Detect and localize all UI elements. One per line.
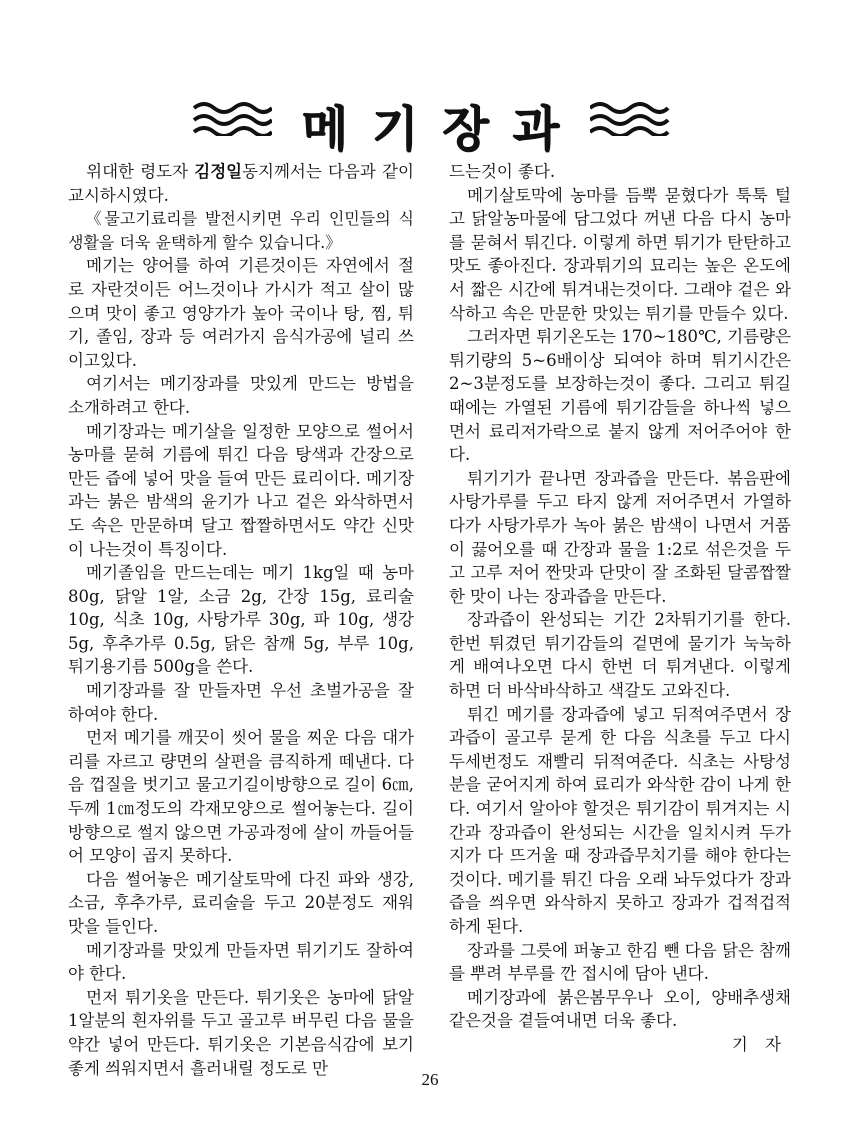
paragraph: 장과를 그릇에 퍼놓고 한김 뺀 다음 닭은 참깨를 뿌려 부루를 깐 접시에 담아 낸다. bbox=[449, 940, 791, 984]
paragraph: 여기서는 메기장과를 맛있게 만드는 방법을 소개하려고 한다. bbox=[68, 374, 414, 417]
paragraph-text: 동지께서는 다음과 같이 교시하시였다. bbox=[68, 162, 414, 205]
left-column bbox=[68, 160, 414, 1080]
paragraph: 메기장과를 맛있게 만들자면 튀기기도 잘하여야 한다. bbox=[68, 940, 414, 984]
ingredients-paragraph: 메기졸임을 만드는데는 메기 1kg일 때 농마 80g, 닭알 1알, 소금 2g, 간장 15g, 료리술 10g, 식초 10g, 사탕가루 30g, 파 10g, 생강 5g, 후추가루 0.5g, 닭은 참깨 5g, 부루 10g, 튀기용기름 500g을 쓴다. bbox=[68, 563, 414, 677]
article-title: 메기장과 bbox=[301, 101, 583, 157]
paragraph: 메기는 양어를 하여 기른것이든 자연에서 절로 자란것이든 어느것이나 가시가 적고 살이 많으며 맛이 좋고 영양가가 높아 국이나 탕, 찜, 튀기, 졸임, 장과 등 여러가지 음식가공에 널리 쓰이고있다. bbox=[68, 256, 414, 370]
paragraph: 장과즙이 완성되는 기간 2차튀기기를 한다. 한번 튀겼던 튀기감들의 겉면에 물기가 눅눅하게 배여나오면 다시 한번 더 튀겨낸다. 이렇게 하면 더 바삭바삭하고 색갈도 고와진다. bbox=[449, 610, 791, 701]
paragraph-continued: 드는것이 좋다. bbox=[449, 162, 556, 181]
paragraph bbox=[68, 160, 414, 207]
paragraph: 메기장과에 붉은봄무우나 오이, 양배추생채 같은것을 곁들여내면 더욱 좋다. bbox=[449, 987, 791, 1031]
paragraph: 메기살토막에 농마를 듬뿍 묻혔다가 툭툭 털고 닭알농마물에 담그었다 꺼낸 다음 다시 농마를 묻혀서 튀긴다. 이렇게 하면 튀기가 탄탄하고 맛도 좋아진다. 장과튀기의 묘리는 높은 온도에서 짧은 시간에 튀겨내는것이다. 그래야 겉은 와삭하고 속은 만문한 맛있는 튀기를 만들수 있다. bbox=[449, 185, 791, 323]
paragraph: 튀기기가 끝나면 장과즙을 만든다. 볶음판에 사탕가루를 두고 타지 않게 저어주면서 가열하다가 사탕가루가 녹아 붉은 밤색이 나면서 거품이 끓어오를 때 간장과 물을 1:2로 섞은것을 두고 고루 저어 짠맛과 단맛이 잘 조화된 달콤짭짤한 맛이 나는 장과즙을 만든다. bbox=[449, 468, 791, 606]
paragraph: 메기장과는 메기살을 일정한 모양으로 썰어서 농마를 묻혀 기름에 튀긴 다음 탕색과 간장으로 만든 즙에 넣어 맛을 들여 만든 료리이다. 메기장과는 붉은 밤색의 윤기가 나고 겉은 와삭하면서도 속은 만문하며 달고 짭짤하면서도 약간 신맛이 나는것이 특징이다. bbox=[68, 421, 414, 559]
paragraph: 먼저 메기를 깨끗이 씻어 물을 찌운 다음 대가리를 자르고 량면의 살편을 큼직하게 떼낸다. 다음 껍질을 벗기고 물고기길이방향으로 길이 6㎝, 두께 1㎝정도의 각재모양으로 썰어놓는다. 길이방향으로 썰지 않으면 가공과정에 살이 까들어들어 모양이 곱지 못하다. bbox=[68, 728, 414, 866]
leader-name: 김정일 bbox=[194, 162, 243, 181]
paragraph: 메기장과를 잘 만들자면 우선 초벌가공을 잘 하여야 한다. bbox=[68, 681, 414, 724]
paragraph-text: 위대한 령도자 bbox=[86, 162, 195, 181]
right-column bbox=[449, 160, 791, 1057]
paragraph: 다음 썰어놓은 메기살토막에 다진 파와 생강, 소금, 후추가루, 료리술을 두고 20분정도 재워 맛을 들인다. bbox=[68, 869, 414, 936]
title-container bbox=[0, 90, 860, 159]
quote-paragraph: 《물고기료리를 발전시키면 우리 인민들의 식생활을 더욱 윤택하게 할수 있습니다.》 bbox=[68, 209, 414, 252]
author-byline: 기 자 bbox=[731, 1034, 787, 1054]
page-number: 26 bbox=[421, 1070, 439, 1089]
paragraph: 그러자면 튀기온도는 170~180℃, 기름량은 튀기량의 5~6배이상 되여야 하며 튀기시간은 2~3분정도를 보장하는것이 좋다. 그리고 튀길 때에는 가열된 기름에 튀기감들을 하나씩 넣으면서 료리저가락으로 붙지 않게 저어주어야 한다. bbox=[449, 327, 791, 465]
paragraph: 먼저 튀기옷을 만든다. 튀기옷은 농마에 닭알 1알분의 흰자위를 두고 골고루 버무린 다음 물을 약간 넣어 만든다. 튀기옷은 기본음식감에 보기 좋게 씌워지면서 흘러내릴 정도로 만 bbox=[68, 987, 414, 1078]
paragraph: 튀긴 메기를 장과즙에 넣고 뒤적여주면서 장과즙이 골고루 묻게 한 다음 식초를 두고 다시 두세번정도 재빨리 뒤적여준다. 식초는 사탕성분을 굳어지게 하여 료리가 와삭한 감이 나게 한다. 여기서 알아야 할것은 튀기감이 튀겨지는 시간과 장과즙이 완성되는 시간을 일치시켜 두가지가 다 뜨거울 때 장과즙무치기를 해야 한다는것이다. 메기를 튀긴 다음 오래 놔두었다가 장과즙을 씌우면 와삭하지 못하고 장과가 겁적겁적하게 된다. bbox=[449, 704, 791, 936]
